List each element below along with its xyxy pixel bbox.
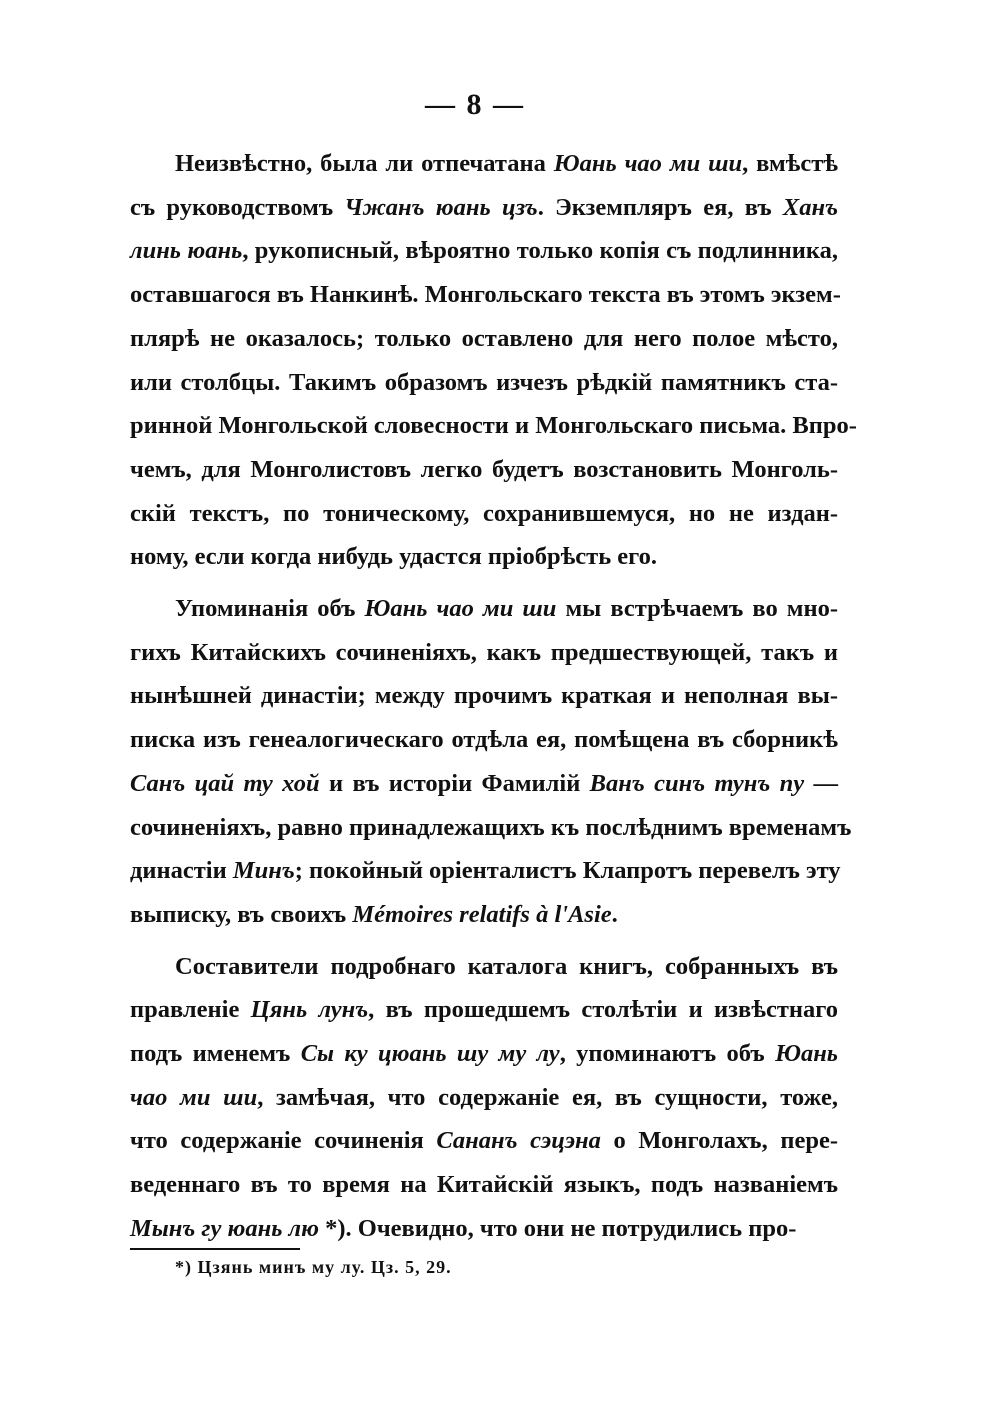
text-run: , въ прошедшемъ столѣтіи и извѣстнаго [368, 996, 838, 1024]
text-line [130, 587, 838, 631]
text-run: Неизвѣстно, была ли отпечатана [175, 150, 554, 177]
text-line [130, 448, 838, 492]
text-line [130, 762, 838, 806]
italic-title: Чжанъ юань цзъ [344, 193, 538, 221]
text-line [130, 142, 838, 186]
text-run: . Экземпляръ ея, въ [537, 193, 783, 221]
text-line [130, 1207, 838, 1251]
italic-title: Сананъ сэцэна [436, 1127, 601, 1155]
text-line [130, 404, 857, 448]
text-run: , вмѣстѣ [742, 150, 838, 177]
italic-title: Мынъ гу юань лю [130, 1214, 319, 1242]
text-line [130, 1163, 838, 1207]
text-run: ринной Монгольской словесности и Монгольскаго письма. Впро- [130, 412, 857, 440]
text-run: веденнаго въ то время на Китайскій языкъ, подъ названіемъ [130, 1171, 838, 1199]
text-run: о Монголахъ, пере- [600, 1127, 838, 1155]
text-run: , рукописный, вѣроятно только копія съ подлинника, [242, 237, 838, 265]
text-line [130, 229, 838, 273]
text-line [130, 893, 838, 937]
text-run: . [611, 900, 618, 928]
text-line [130, 945, 838, 989]
italic-title: Юань чао ми ши [364, 595, 557, 623]
paragraph [130, 142, 857, 579]
italic-title: Ханъ [782, 193, 839, 221]
footnote: *) Цзянь минъ му лу. Цз. 5, 29. [175, 1257, 452, 1277]
text-run: или столбцы. Такимъ образомъ изчезъ рѣдкій памятникъ ста- [130, 368, 838, 396]
italic-title: чао ми ши [130, 1083, 258, 1111]
body-text [130, 142, 857, 1251]
text-line [130, 273, 841, 317]
text-run: *). Очевидно, что они не потрудились про- [318, 1214, 797, 1242]
text-line [130, 631, 838, 675]
text-run: подъ именемъ [130, 1040, 301, 1068]
text-run: выписку, въ своихъ [130, 900, 353, 928]
text-line [130, 1119, 838, 1163]
text-run: мы встрѣчаемъ во мно- [556, 595, 838, 623]
text-run: Упоминанія объ [175, 595, 365, 623]
text-line [130, 317, 838, 361]
italic-title: Минъ [232, 857, 295, 885]
text-run: ; покойный оріенталистъ Клапротъ перевелъ эту [294, 857, 841, 885]
italic-title: Юань чао ми ши [553, 150, 743, 177]
text-line [130, 718, 838, 762]
text-run: что содержаніе сочиненія [130, 1127, 437, 1155]
italic-title: Mémoires relatifs à l'Asie [352, 900, 612, 928]
text-run: , упоминаютъ объ [559, 1040, 776, 1068]
text-line [130, 492, 838, 536]
text-run: оставшагося въ Нанкинѣ. Монгольскаго текста въ этомъ экзем- [130, 281, 841, 309]
text-line [130, 849, 841, 893]
text-run: чемъ, для Монголистовъ легко будетъ возстановить Монголь- [130, 455, 838, 483]
text-line [130, 186, 838, 230]
text-run: — [804, 769, 839, 797]
italic-title: Цянь лунъ [250, 996, 369, 1024]
italic-title: Юань [775, 1040, 839, 1068]
italic-title: Санъ цай ту хой [130, 769, 320, 797]
italic-title: линь юань [130, 237, 243, 265]
text-line [130, 674, 838, 718]
text-run: съ руководствомъ [130, 193, 345, 221]
paragraph [130, 587, 852, 937]
text-line [130, 535, 838, 579]
text-run: писка изъ генеалогическаго отдѣла ея, помѣщена въ сборникѣ [130, 726, 838, 754]
page-number: — 8 — [425, 88, 525, 121]
text-line [130, 806, 852, 850]
text-run: и въ исторіи Фамилій [319, 769, 590, 797]
text-run: гихъ Китайскихъ сочиненіяхъ, какъ предшествующей, такъ и [130, 638, 838, 666]
italic-title: Ванъ синъ тунъ пу [589, 769, 805, 797]
text-run: нынѣшней династіи; между прочимъ краткая и неполная вы- [130, 682, 838, 710]
text-run: династіи [130, 857, 233, 885]
paragraph [130, 945, 838, 1251]
text-run: плярѣ не оказалось; только оставлено для него полое мѣсто, [130, 324, 838, 352]
text-run: Составители подробнаго каталога книгъ, собранныхъ въ [175, 952, 838, 980]
text-run: скій текстъ, по тоническому, сохранившемуся, но не издан- [130, 499, 838, 527]
italic-title: Сы ку цюань шу мy лу [300, 1040, 560, 1068]
text-line [130, 361, 838, 405]
text-run: сочиненіяхъ, равно принадлежащихъ къ послѣднимъ временамъ [130, 813, 852, 841]
text-line [130, 1032, 838, 1076]
text-line [130, 988, 838, 1032]
text-run: , замѣчая, что содержаніе ея, въ сущности, тоже, [257, 1083, 838, 1111]
text-line [130, 1076, 838, 1120]
footnote-divider [130, 1248, 300, 1250]
text-run: ному, если когда нибудь удастся пріобрѣсть его. [130, 543, 658, 571]
text-run: правленіе [130, 996, 251, 1024]
